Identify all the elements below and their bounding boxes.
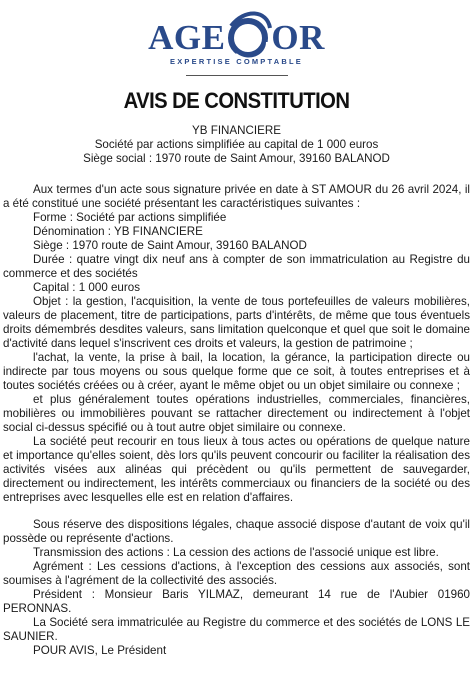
title-divider [186,75,288,76]
logo-tagline: EXPERTISE COMPTABLE [170,57,303,66]
paragraph-agrement: Agrément : Les cessions d'actions, à l'exception des cessions aux associés, sont soumises à l'agrément de la collectivité des associés. [3,560,470,587]
paragraph-actes: La société peut recourir en tous lieux à tous actes ou opérations de quelque nature et importance qu'elles soient, dès lors qu'ils peuvent concourir ou faciliter la réalisation des activités visées aux alinéas qui précèdent ou qu'ils permettent de sauvegarder, directement ou indirectement, les intérêts commerciaux ou financiers de la société ou des entreprises avec lesquelles elle est en relation d'affaires. [3,435,470,504]
paragraph-transmission: Transmission des actions : La cession des actions de l'associé unique est libre. [33,546,439,559]
company-form-line: Société par actions simplifiée au capital de 1 000 euros [94,138,379,151]
paragraph-siege: Siège : 1970 route de Saint Amour, 39160 BALANOD [33,239,307,252]
paragraph-forme: Forme : Société par actions simplifiée [33,211,227,224]
paragraph-objet-general: et plus généralement toutes opérations industrielles, commerciales, financières, mobilières ou immobilières pouvant se rattacher directement ou indirectement à l'objet social ci-dessus spécifié ou à tout autre objet similaire ou connexe. [3,393,470,434]
paragraph-voix: Sous réserve des dispositions légales, chaque associé dispose d'autant de voix qu'il possède ou représente d'actions. [3,518,470,545]
logo-wordmark [148,18,325,58]
company-seat-line: Siège social : 1970 route de Saint Amour, 39160 BALANOD [83,152,390,165]
paragraph-president: Président : Monsieur Baris YILMAZ, demeurant 14 rue de l'Aubier 01960 PERONNAS. [3,588,470,615]
agecor-logo [0,6,473,70]
company-name: YB FINANCIERE [192,124,281,137]
company-header [0,124,473,166]
logo-word-left: AGE [148,18,226,57]
paragraph-immatriculation: La Société sera immatriculée au Registre du commerce et des sociétés de LONS LE SAUNIER. [3,616,470,643]
notice-body [3,183,470,658]
paragraph-duree: Durée : quatre vingt dix neuf ans à compter de son immatriculation au Registre du commerce et des sociétés [3,253,470,280]
paragraph-objet: Objet : la gestion, l'acquisition, la vente de tous portefeuilles de valeurs mobilières, valeurs de placement, titre de participations, parts d'intérêts, de même que tous éventuels droits démembrés desdites valeurs, sans limitation quelconque et quel que soit le domaine d'activité dans lequel s'inscrivent ces droits et valeurs, la gestion de patrimoine ; [3,295,470,350]
paragraph-objet-achat: l'achat, la vente, la prise à bail, la location, la gérance, la participation directe ou indirecte par tous moyens ou sous quelque forme que ce soit, à toutes entreprises et à toutes sociétés créées ou à créer, ayant le même objet ou un objet similaire ou connexe ; [3,351,470,392]
logo-word-right: OR [271,18,325,57]
notice-title: AVIS DE CONSTITUTION [123,88,350,113]
paragraph-signature: POUR AVIS, Le Président [33,644,167,657]
paragraph-intro: Aux termes d'un acte sous signature privée en date à ST AMOUR du 26 avril 2024, il a été constitué une société présentant les caractéristiques suivantes : [3,183,470,210]
logo-ring-icon [225,18,271,58]
paragraph-capital: Capital : 1 000 euros [33,281,140,294]
paragraph-denomination: Dénomination : YB FINANCIERE [33,225,203,238]
